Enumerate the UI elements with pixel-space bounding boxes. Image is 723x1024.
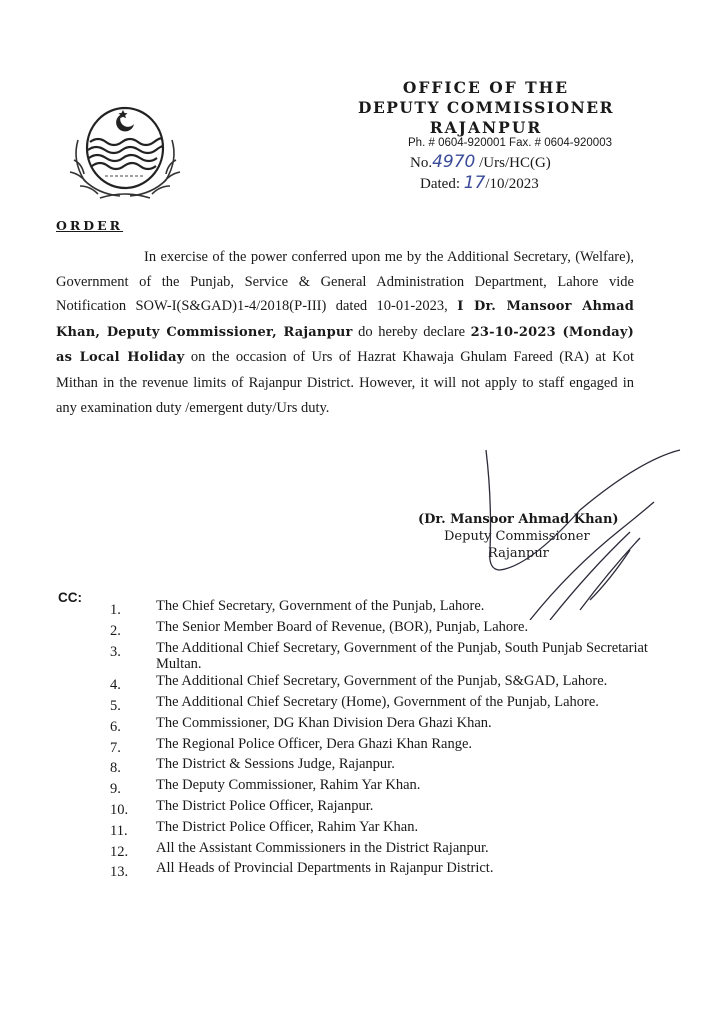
cc-list-item [110,798,650,819]
cc-item-number: 13. [110,864,129,881]
cc-item-text: The District Police Officer, Rahim Yar Khan. [156,818,419,835]
cc-list-item [110,715,650,736]
cc-list-item [110,640,650,674]
cc-item-number: 8. [110,760,121,777]
cc-list-item [110,673,650,694]
ref-suffix: /Urs/HC(G) [475,155,551,171]
order-heading: ORDER [56,218,124,233]
cc-item-number: 12. [110,843,129,860]
cc-item-text: The Additional Chief Secretary (Home), Government of the Punjab, Lahore. [156,693,599,710]
cc-item-text: All the Assistant Commissioners in the District Rajanpur. [156,839,489,856]
order-text-3: on the occasion of Urs of Hazrat Khawaja Ghulam Fareed (RA) at Kot Mithan in the revenue limits of Rajanpur District. However, it will not apply to staff engaged in any examination duty /emergent duty/Urs duty. [56,349,634,416]
dated-suffix: /10/2023 [485,176,539,192]
signatory-name: (Dr. Mansoor Ahmad Khan) [418,512,619,527]
cc-item-number: 5. [110,697,121,714]
order-authority: I Dr. Mansoor Ahmad Khan, Deputy Commissioner, Rajanpur [56,299,634,340]
cc-list-item [110,840,650,861]
cc-list-item [110,694,650,715]
cc-list-item [110,756,650,777]
cc-item-number: 3. [110,643,121,660]
cc-item-text: The Chief Secretary, Government of the Punjab, Lahore. [156,598,485,614]
cc-label: CC: [58,590,82,605]
office-designation: DEPUTY COMMISSIONER [358,98,614,117]
cc-item-number: 9. [110,781,121,798]
signatory-place: Rajanpur [488,546,549,561]
cc-list-item [110,860,650,881]
cc-item-text: The District Police Officer, Rajanpur. [156,797,374,814]
order-text-1: In exercise of the power conferred upon me by the Additional Secretary, (Welfare), Government of the Punjab, Service & General Administration Department, Lahore vide Notification SOW-I(S&GAD)1-4/2018(P-III) dated 10-01-2023, [56,249,634,315]
holiday-declaration: 23-10-2023 (Monday) as Local Holiday [56,324,634,366]
office-heading: OFFICE OF THE [402,78,570,97]
punjab-government-emblem-icon [60,100,190,210]
cc-item-number: 4. [110,677,121,694]
cc-item-number: 6. [110,718,121,735]
cc-item-text: The Additional Chief Secretary, Government of the Punjab, S&GAD, Lahore. [156,673,608,690]
cc-list-item [110,598,650,619]
cc-item-text: The Senior Member Board of Revenue, (BOR), Punjab, Lahore. [156,618,529,635]
cc-item-number: 1. [110,602,121,618]
cc-list-item [110,777,650,798]
cc-item-text: All Heads of Provincial Departments in Rajanpur District. [156,860,494,877]
dated-label: Dated: [420,176,464,192]
signatory-designation: Deputy Commissioner [444,529,590,544]
cc-list [110,598,650,881]
order-text-2: do hereby declare [352,323,471,340]
cc-item-number: 7. [110,739,121,756]
cc-item-text: The Deputy Commissioner, Rahim Yar Khan. [156,777,421,794]
cc-item-text: The Commissioner, DG Khan Division Dera Ghazi Khan. [156,714,492,731]
cc-list-item [110,819,650,840]
order-paragraph [56,245,634,420]
cc-list-item [110,619,650,640]
cc-item-number: 11. [110,822,128,839]
issue-date [420,173,539,193]
dated-handwritten: 17 [463,173,486,193]
cc-item-text: The District & Sessions Judge, Rajanpur. [156,756,395,773]
contact-numbers: Ph. # 0604-920001 Fax. # 0604-920003 [408,137,612,149]
cc-item-number: 10. [110,801,129,818]
cc-item-text: The Additional Chief Secretary, Government of the Punjab, South Punjab Secretariat Multan. [156,639,648,673]
ref-prefix: No. [410,155,433,171]
cc-item-number: 2. [110,622,121,639]
office-district: RAJANPUR [429,118,543,137]
ref-handwritten: 4970 [432,152,476,172]
reference-number [410,152,551,172]
cc-item-text: The Regional Police Officer, Dera Ghazi Khan Range. [156,735,473,752]
cc-list-item [110,736,650,757]
